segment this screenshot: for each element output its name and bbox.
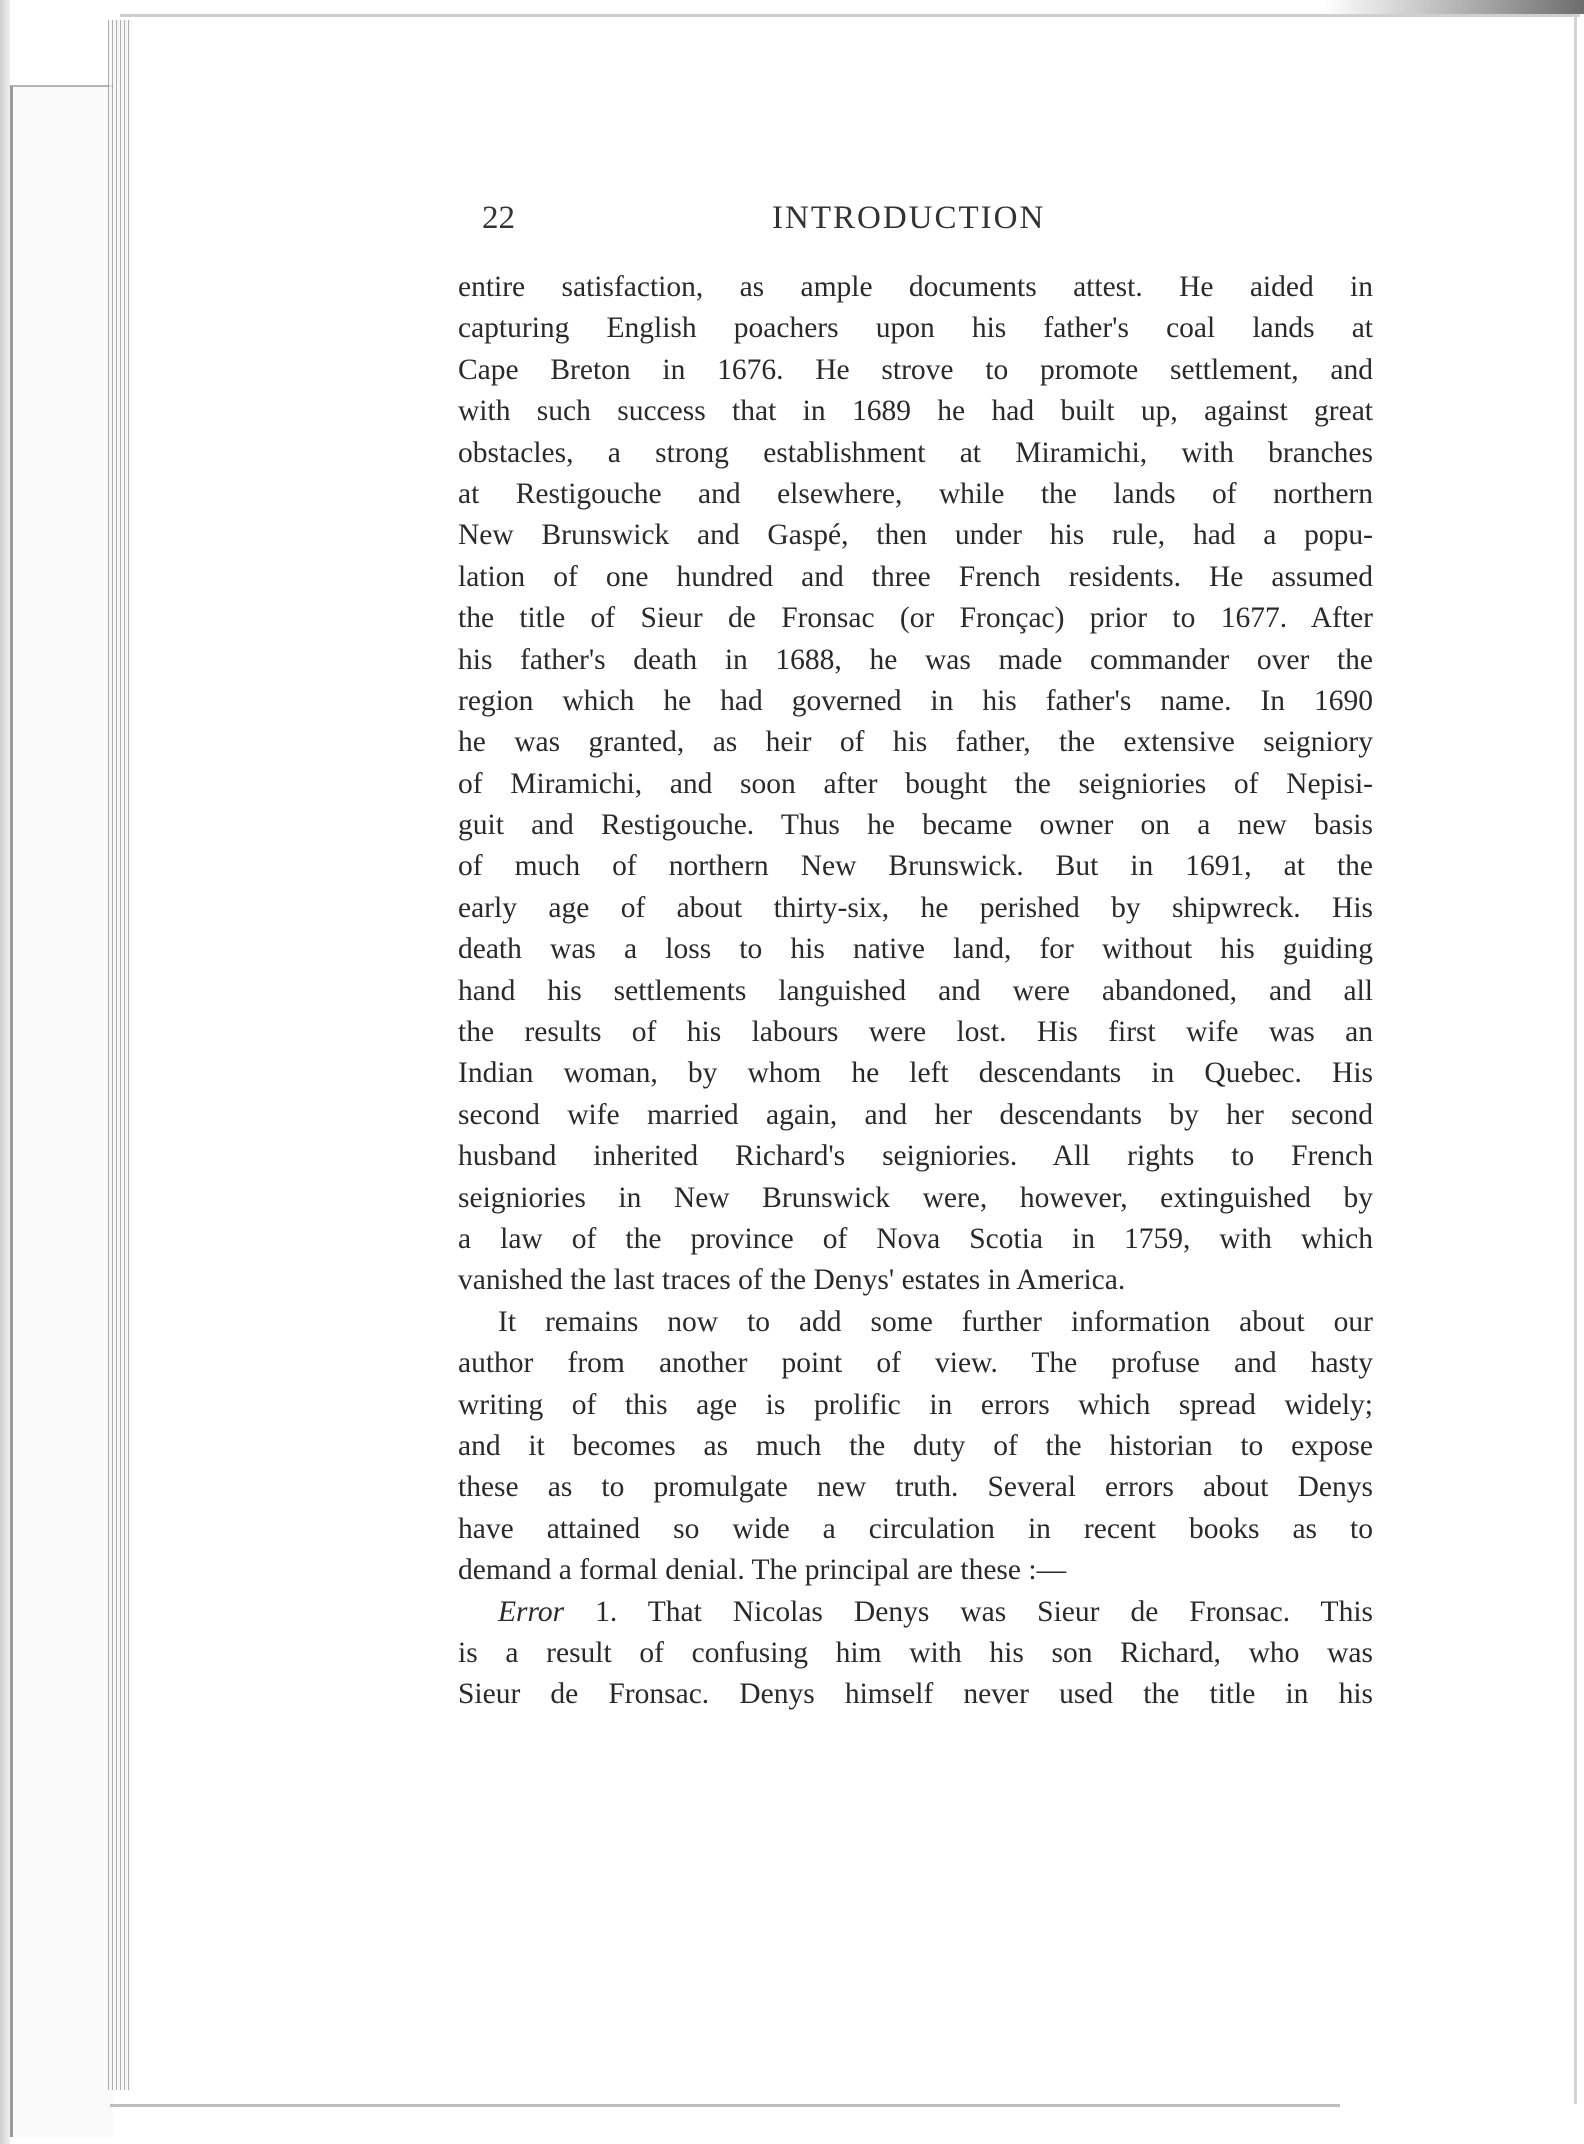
page-stack-edges <box>108 20 132 2090</box>
book-cover-edge <box>10 85 113 2137</box>
page-top-edge <box>120 14 1580 17</box>
text-line: second wife married again, and her descendants by her second <box>458 1098 1373 1131</box>
text-line: demand a formal denial. The principal are these :— <box>458 1554 1067 1587</box>
text-line: vanished the last traces of the Denys' estates in America. <box>458 1264 1126 1297</box>
text-line: capturing English poachers upon his father's coal lands at <box>458 312 1373 345</box>
text-line: obstacles, a strong establishment at Miramichi, with branches <box>458 436 1373 469</box>
text-line: death was a loss to his native land, for without his guiding <box>458 933 1373 966</box>
text-line: region which he had governed in his father's name. In 1690 <box>458 684 1373 717</box>
text-line: author from another point of view. The profuse and hasty <box>458 1347 1373 1380</box>
running-head <box>482 200 1362 240</box>
text-line: he was granted, as heir of his father, the extensive seigniory <box>458 726 1373 759</box>
text-line: a law of the province of Nova Scotia in 1759, with which <box>458 1222 1373 1255</box>
text-line: early age of about thirty-six, he perished by shipwreck. His <box>458 891 1373 924</box>
text-line: these as to promulgate new truth. Several errors about Denys <box>458 1471 1373 1504</box>
text-line: his father's death in 1688, he was made commander over the <box>458 643 1373 676</box>
text-line: It remains now to add some further information about our <box>498 1305 1373 1338</box>
error-text: 1. That Nicolas Denys was Sieur de Fronsac. This <box>595 1595 1374 1628</box>
error-label: Error <box>498 1595 565 1628</box>
text-line: at Restigouche and elsewhere, while the lands of northern <box>458 477 1373 510</box>
text-line: hand his settlements languished and were abandoned, and all <box>458 974 1373 1007</box>
text-line: is a result of confusing him with his son Richard, who was <box>458 1636 1373 1669</box>
page-number: 22 <box>482 200 515 236</box>
scan-corner-shadow <box>1324 0 1584 14</box>
text-line: the results of his labours were lost. His first wife was an <box>458 1016 1373 1049</box>
text-line: lation of one hundred and three French residents. He assumed <box>458 560 1373 593</box>
text-line: husband inherited Richard's seigniories. All rights to French <box>458 1140 1373 1173</box>
page-right-edge <box>1574 14 1577 2104</box>
text-line: and it becomes as much the duty of the historian to expose <box>458 1429 1373 1462</box>
text-line-error-heading <box>458 1592 1373 1633</box>
text-line: have attained so wide a circulation in recent books as to <box>458 1512 1373 1545</box>
text-line: of much of northern New Brunswick. But in 1691, at the <box>458 850 1373 883</box>
text-line: with such success that in 1689 he had built up, against great <box>458 395 1373 428</box>
text-line: New Brunswick and Gaspé, then under his rule, had a popu- <box>458 519 1373 552</box>
text-line: entire satisfaction, as ample documents attest. He aided in <box>458 271 1373 303</box>
text-line: guit and Restigouche. Thus he became owner on a new basis <box>458 809 1373 842</box>
body-text <box>458 267 1373 1716</box>
text-line: the title of Sieur de Fronsac (or Fronçac) prior to 1677. After <box>458 602 1373 635</box>
page-title: INTRODUCTION <box>772 200 1046 236</box>
text-line: writing of this age is prolific in errors which spread widely; <box>458 1388 1373 1421</box>
text-line: Sieur de Fronsac. Denys himself never used the title in his <box>458 1678 1373 1711</box>
scan-margin <box>0 0 10 2144</box>
text-line: of Miramichi, and soon after bought the seigniories of Nepisi- <box>458 767 1373 800</box>
text-line: Cape Breton in 1676. He strove to promote settlement, and <box>458 353 1373 386</box>
text-line: seigniories in New Brunswick were, however, extinguished by <box>458 1181 1373 1214</box>
text-line: Indian woman, by whom he left descendants in Quebec. His <box>458 1057 1373 1090</box>
page-bottom-edge <box>110 2104 1340 2107</box>
